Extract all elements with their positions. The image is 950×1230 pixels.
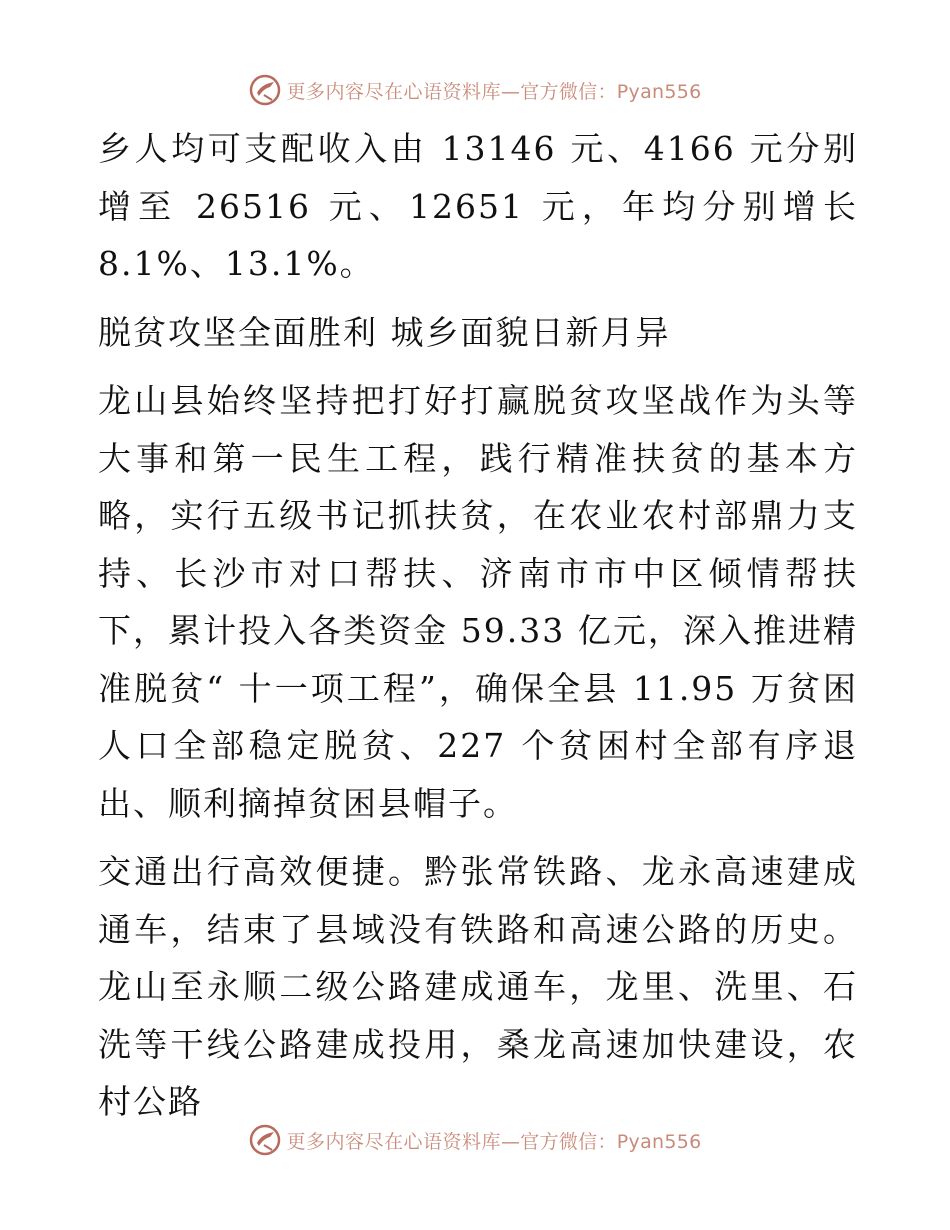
paragraph-transportation: 交通出行高效便捷。黔张常铁路、龙永高速建成通车，结束了县域没有铁路和高速公路的历史。龙山至永顺二级公路建成通车，龙里、洗里、石洗等干线公路建成投用，桑龙高速加快建设，农村公路 bbox=[98, 852, 858, 1121]
watermark-contact: —官方微信：Pyan556 bbox=[500, 80, 702, 103]
document-body bbox=[98, 120, 858, 1131]
section-heading: 脱贫攻坚全面胜利 城乡面貌日新月异 bbox=[98, 312, 671, 352]
watermark-contact: —官方微信：Pyan556 bbox=[500, 1130, 702, 1153]
watermark-text: 更多内容尽在心语资料库 bbox=[286, 1130, 501, 1153]
watermark-text: 更多内容尽在心语资料库 bbox=[286, 80, 501, 103]
watermark-banner-bottom bbox=[0, 1120, 950, 1160]
paragraph-poverty-alleviation: 龙山县始终坚持把打好打赢脱贫攻坚战作为头等大事和第一民生工程，践行精准扶贫的基本方略，实行五级书记抓扶贫，在农业农村部鼎力支持、长沙市对口帮扶、济南市市中区倾情帮扶下，累计投入各类资金 59.33 亿元，深入推进精准脱贫“ 十一项工程”，确保全县 11.95 万贫困人口全部稳定脱贫、227 个贫困村全部有序退出、顺利摘掉贫困县帽子。 bbox=[98, 381, 858, 823]
paragraph-income: 乡人均可支配收入由 13146 元、4166 元分别增至 26516 元、12651 元，年均分别增长 8.1%、13.1%。 bbox=[98, 129, 858, 283]
logo-icon bbox=[248, 73, 282, 107]
logo-icon bbox=[248, 1123, 282, 1157]
watermark-banner-top bbox=[0, 70, 950, 110]
